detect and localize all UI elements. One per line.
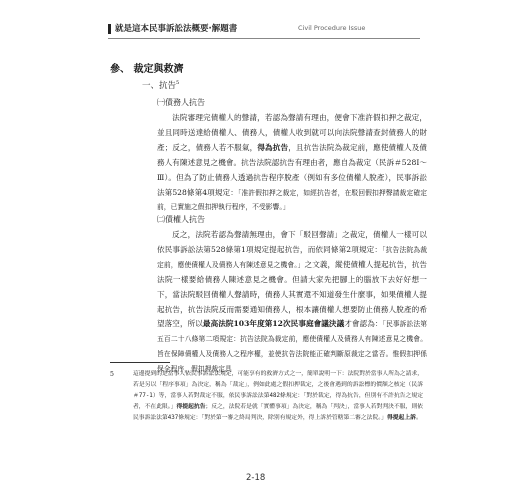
footnote-text [133,369,423,424]
fn-bold: 得提起上訴 [386,415,416,422]
paragraph-creditor-appeal [157,228,427,377]
para-bold: 得為抗告 [257,142,289,152]
header-rule [108,38,420,39]
paragraph-debtor-appeal [157,111,427,215]
fn-bold: 得提起抗告 [176,404,206,411]
header-title: 就是這本民事訴訟法概要·解題書 [115,24,238,34]
para-text: 才會認為： [344,319,383,329]
running-header [108,22,428,36]
fn-text-part: 這邊提到的是當事人依民事訴訟法規定，可能享有的救濟方式之一，簡單說明一下：法院對於當事人所為之請求，若是另以「程序事項」為決定，稱為「裁定」，例如此處之假扣押裁定，之後會遇到的訴訟標的價額之核定（民訴＃77-1）等，當事人若對裁定不服，依民事訴訟法第482條規定：「對於裁定，得為抗告，但別有不許抗告之規定者，不在此限。」 [133,371,423,411]
footnote-rule [110,362,170,363]
page-number: 2-18 [246,473,266,483]
footnote-ref[interactable]: 5 [176,80,180,86]
footnote-number: 5 [110,371,114,378]
subsection-label: 一、抗告 [142,81,177,91]
subsection-heading [142,79,179,91]
section-heading: 參、 裁定與救濟 [110,64,184,75]
para-quote: 「民事訴訟法第五百二十八條第二項規定：抗告法院為裁定前，應使債權人及債務人有陳述意見之機會。旨在保障債權人及債務人之程序權，並使抗告法院能正確判斷原裁定之當否。惟假扣押係保全程序，假扣押裁定具 [157,320,428,374]
item-heading-debtor-appeal: ㈠債務人抗告 [157,98,205,107]
header-subtitle: Civil Procedure Issue [298,23,366,32]
para-bold: 最高法院103年度第12次民事庭會議決議 [202,319,345,329]
fn-text-part: ；反之，法院若是就「實體事項」為決定，稱為「判決」，當事人若對判決不服，則依民事訴訟法第437條規定：「對於第一審之終局判決，除別有規定外，得上訴於管轄第二審之法院。」 [133,404,423,422]
fn-text-part: 。 [415,415,422,422]
para-text: 之文義，縱使債權人提起抗告，抗告法院一樣要給債務人陳述意見之機會。但請大家先把腳上的腦放下去好好想一下，當法院駁回債權人聲請時，債務人其實還不知道發生什麼事，如果債權人提起抗告，抗告法院反而需要通知債務人，根本讓債權人想要防止債務人脫產的希望落空，所以 [157,259,428,329]
para-text: 反之，法院若認為聲請無理由，會下「駁回聲請」之裁定，債權人一樣可以依民事訴訟法第528條第1項規定提起抗告，而依同條第2項規定： [157,230,427,254]
para-text: 法院審理完債權人的聲請，若認為聲請有理由，便會下准許假扣押之裁定，並且同時送達給債權人、債務人，債權人收到就可以向法院聲請查封債務人的財產；反之，債務人若不服氣， [157,113,427,152]
header-marker [108,24,111,34]
item-heading-creditor-appeal: ㈡債權人抗告 [157,215,205,224]
para-quote: 「抗告法院為裁定前，應使債權人及債務人有陳述意見之機會。」 [157,245,427,269]
para-text: ，且抗告法院為裁定前，應使債權人及債務人有陳述意見之機會。抗告法院認抗告有理由者，應自為裁定（民訴＃528Ⅰ～Ⅲ）。但為了防止債務人透過抗告程序脫產（例如有多位債權人脫產），民事訴訟法第528條第4項規定： [157,142,428,197]
para-quote: 「准許假扣押之裁定，如經抗告者，在駁回假扣押聲請裁定確定前，已實施之假扣押執行程序，不受影響。」 [157,188,427,212]
